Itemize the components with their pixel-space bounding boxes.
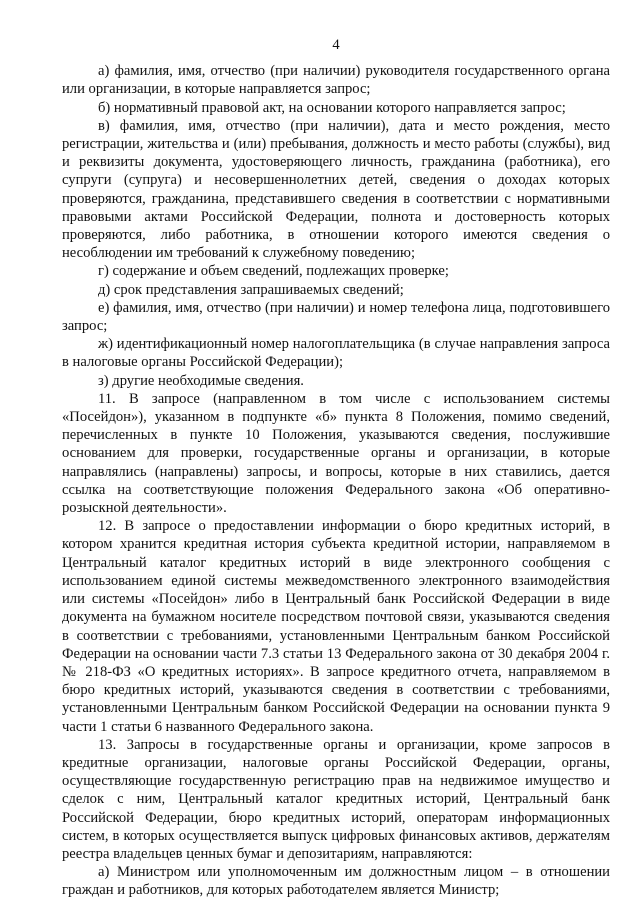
clause-12: 12. В запросе о предоставлении информации о бюро кредитных историй, в котором хранится кредитная история субъекта кредитной истории, направляемом в Центральный каталог кредитных историй в виде электронного сообщения с использованием единой системы межведомственного электронного взаимодействия или системы «Посейдон» либо в Центральный банк Российской Федерации в виде документа на бумажном носителе посредством почтовой связи, указываются сведения в соответствии с требованиями, установленными Центральным банком Российской Федерации на основании части 7.3 статьи 13 Федерального закона от 30 декабря 2004 г. № 218-ФЗ «О кредитных историях». В запросе кредитного отчета, направляемом в бюро кредитных историй, указываются сведения в соответствии с требованиями, установленными Центральным банком Российской Федерации на основании пункта 9 части 1 статьи 6 названного Федерального закона.	[62, 518, 610, 735]
paragraph-zh-tax-id: ж) идентификационный номер налогоплательщика (в случае направления запроса в налоговые органы Российской Федерации);	[62, 336, 610, 371]
clause-11: 11. В запросе (направленном в том числе с использованием системы «Посейдон»), указанном в подпункте «б» пункта 8 Положения, помимо сведений, перечисленных в пункте 10 Положения, указываются сведения, послужившие основанием для проверки, государственные органы и организации, в которые направлялись (направлены) запросы, и вопросы, которые в них ставились, дается ссылка на соответствующие положения Федерального закона «Об оперативно-розыскной деятельности».	[62, 390, 610, 517]
paragraph-e-preparer: е) фамилия, имя, отчество (при наличии) и номер телефона лица, подготовившего запрос;	[62, 299, 610, 335]
clause-13-a: а) Министром или уполномоченным им должностным лицом – в отношении граждан и работников, для которых работодателем является Министр;	[62, 864, 610, 899]
clause-13: 13. Запросы в государственные органы и организации, кроме запросов в кредитные организации, налоговые органы Российской Федерации, органы, осуществляющие государственную регистрацию прав на недвижимое имущество и сделок с ним, Центральный каталог кредитных историй, Центральный банк Российской Федерации, бюро кредитных историй, операторам информационных систем, в которых осуществляется выпуск цифровых финансовых активов, держателям реестра владельцев ценных бумаг и депозитариям, направляются:	[62, 736, 610, 862]
paragraph-d-deadline: д) срок представления запрашиваемых сведений;	[98, 281, 404, 298]
paragraph-v-person-details: в) фамилия, имя, отчество (при наличии), дата и место рождения, место регистрации, жительства и (или) пребывания, должность и место работы (службы), вид и реквизиты документа, удостоверяющего личность, гражданина (работника), его супруги (супруга) и несовершеннолетних детей, сведения о доходах которых проверяются, гражданина, представившего сведения в соответствии с нормативными правовыми актами Российской Федерации, полнота и достоверность которых проверяются, либо работника, в отношении которого имеются сведения о несоблюдении им требований к служебному поведению;	[62, 117, 610, 262]
page-number: 4	[332, 37, 340, 53]
paragraph-z-other: з) другие необходимые сведения.	[98, 372, 304, 389]
paragraph-b-legal-act: б) нормативный правовой акт, на основании которого направляется запрос;	[98, 99, 566, 116]
document-page	[62, 36, 610, 900]
paragraph-g-content: г) содержание и объем сведений, подлежащих проверке;	[98, 263, 449, 280]
paragraph-a-head-name: а) фамилия, имя, отчество (при наличии) руководителя государственного органа или организации, в которые направляется запрос;	[62, 63, 610, 98]
